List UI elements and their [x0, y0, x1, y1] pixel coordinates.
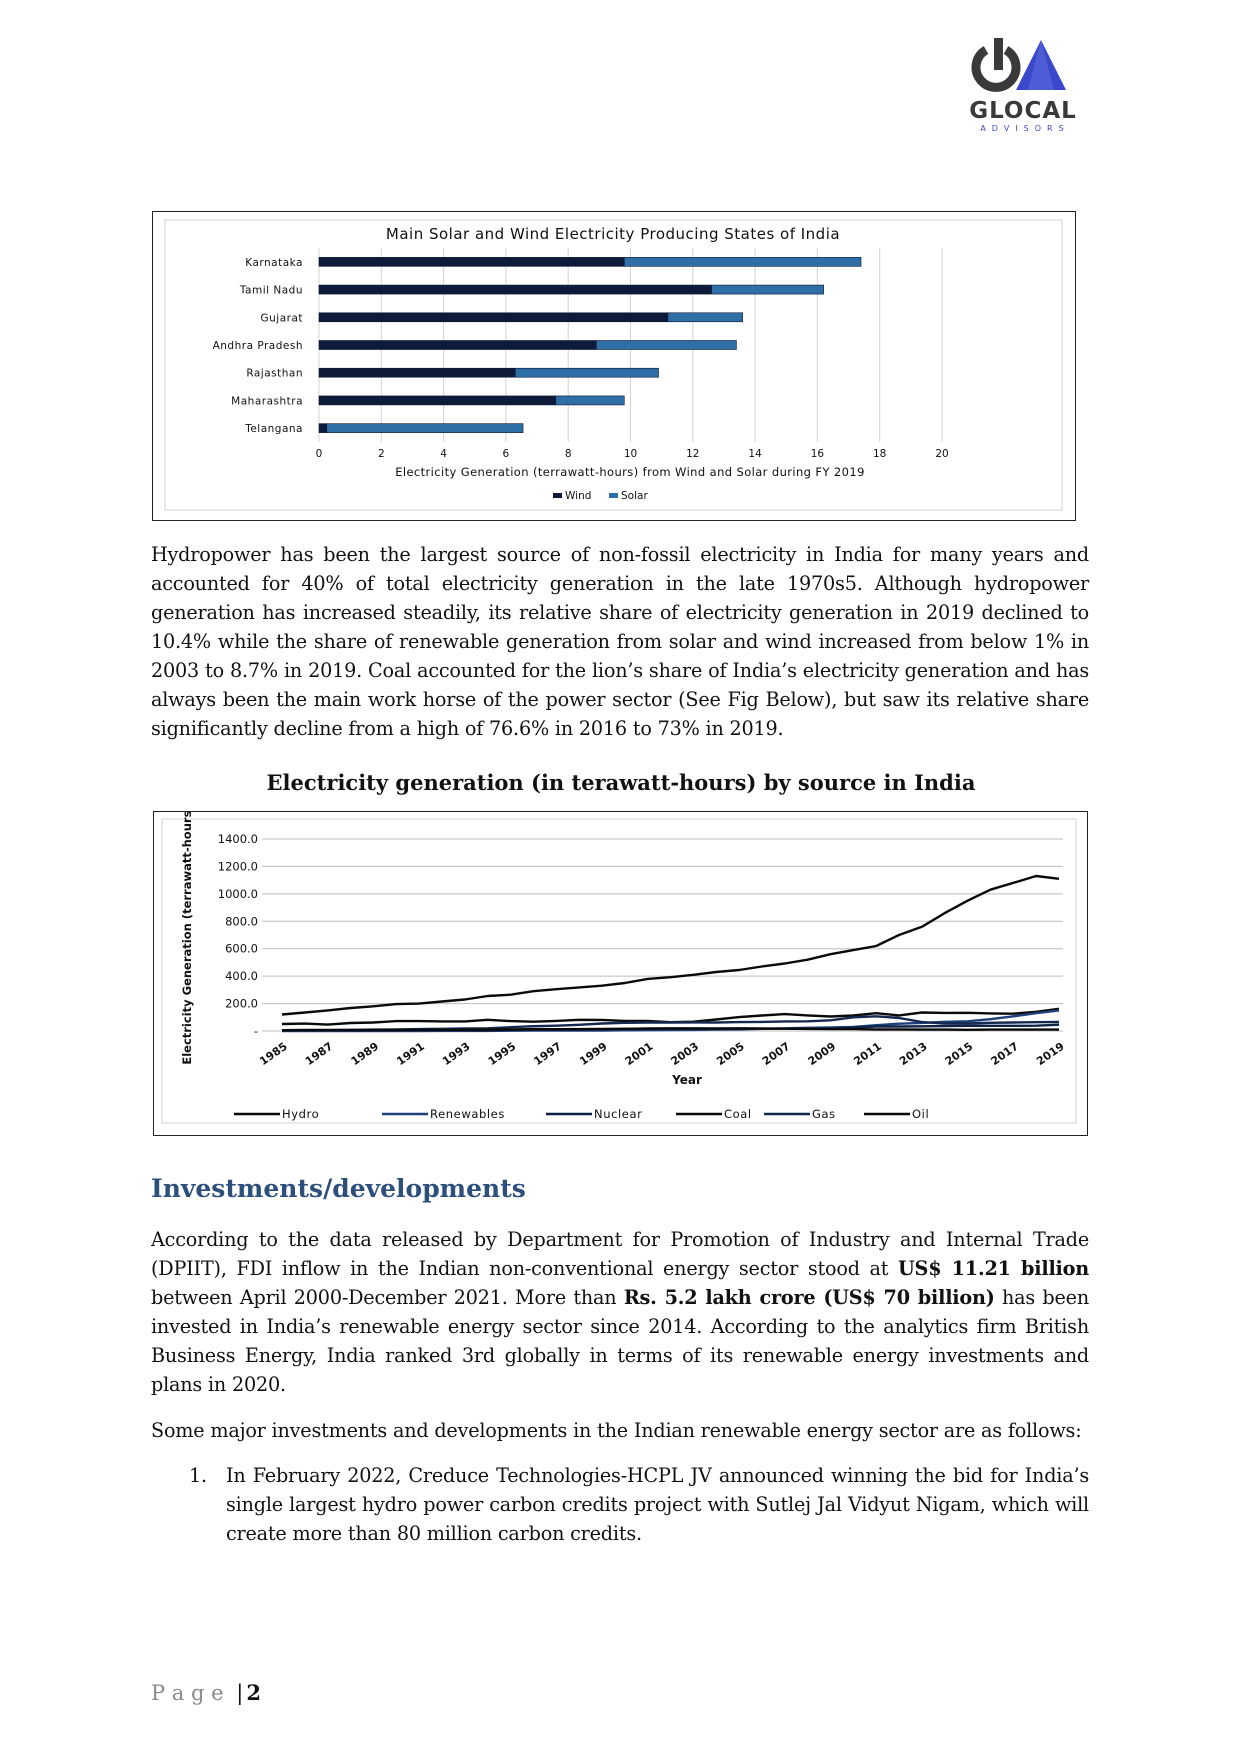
- hydropower-paragraph: Hydropower has been the largest source of non-fossil electricity in India for many years and accounted for 40% of total electricity generation in the late 1970s5. Although hydropower generation has increased steadily, its relative share of electricity generation in 2019 declined to 10.4% while the share of renewable generation from solar and wind increased from below 1% in 2003 to 8.7% in 2019. Coal accounted for the lion’s share of India’s electricity generation and has always been the main work horse of the power sector (See Fig Below), but saw its relative share significantly decline from a high of 76.6% in 2016 to 73% in 2019.: [151, 543, 1089, 740]
- x-tick-label: 2011: [851, 1039, 884, 1069]
- investments-text-2: between April 2000-December 2021. More than: [151, 1286, 624, 1309]
- x-tick-label: 1999: [577, 1039, 610, 1069]
- developments-list: [151, 1461, 1089, 1548]
- x-tick-label: 2007: [759, 1039, 793, 1069]
- generation-chart-box: [153, 811, 1088, 1136]
- x-tick-label: 1985: [257, 1039, 290, 1069]
- figure-title: Electricity generation (in terawatt-hours) by source in India: [266, 770, 976, 795]
- bar-solar: [711, 285, 823, 294]
- x-tick-label: 2017: [988, 1039, 1022, 1069]
- logo-name: GLOCAL: [969, 98, 1077, 124]
- logo-tagline: ADVISORS: [980, 124, 1070, 133]
- company-logo: [968, 36, 1088, 136]
- glocal-logo-icon: [968, 36, 1088, 106]
- bar-solar: [624, 257, 861, 266]
- legend-label-solar: Solar: [621, 490, 648, 502]
- x-tick-label: 20: [935, 448, 949, 460]
- page-number: 2: [246, 1680, 261, 1705]
- series-line-coal: [282, 876, 1059, 1015]
- legend-label-coal: Coal: [724, 1107, 752, 1121]
- fdi-amount: US$ 11.21 billion: [898, 1257, 1089, 1280]
- x-tick-label: 1993: [440, 1039, 473, 1069]
- x-axis-label: Electricity Generation (terrawatt-hours) from Wind and Solar during FY 2019: [395, 465, 865, 479]
- x-tick-label: 14: [748, 448, 762, 460]
- x-tick-label: 18: [873, 448, 887, 460]
- legend-label-hydro: Hydro: [282, 1107, 320, 1121]
- page-footer: [151, 1680, 261, 1705]
- x-tick-label: 1997: [531, 1039, 564, 1069]
- legend-label-nuclear: Nuclear: [594, 1107, 643, 1121]
- legend-label-renewables: Renewables: [430, 1107, 505, 1121]
- bar-solar: [668, 313, 743, 322]
- investments-paragraph: [151, 1225, 1089, 1399]
- page-label: P a g e: [151, 1681, 224, 1705]
- y-tick-label: -: [253, 1024, 258, 1038]
- x-tick-label: 10: [623, 448, 638, 460]
- investments-text-1: According to the data released by Department for Promotion of Industry and Internal Trade (DPIIT), FDI inflow in the Indian non-conventional energy sector stood at: [151, 1228, 1089, 1280]
- x-tick-label: 12: [686, 448, 700, 460]
- x-tick-label: 2013: [897, 1039, 930, 1069]
- x-tick-label: 6: [502, 448, 510, 460]
- bar-solar: [556, 396, 625, 405]
- list-item: [151, 1461, 1089, 1548]
- y-tick-label: 200.0: [225, 996, 258, 1011]
- bar-wind: [319, 341, 596, 350]
- legend-swatch-wind: [553, 493, 562, 498]
- bar-solar: [327, 424, 523, 433]
- y-axis-label: Electricity Generation (terrawatt-hours): [180, 812, 194, 1065]
- y-tick-label: 800.0: [225, 914, 258, 929]
- bar-wind: [319, 285, 711, 294]
- x-tick-label: 2019: [1034, 1039, 1067, 1069]
- x-tick-label: 8: [564, 448, 572, 460]
- x-tick-label: 2: [377, 448, 385, 460]
- x-tick-label: 1989: [348, 1039, 382, 1069]
- x-tick-label: 1991: [394, 1039, 427, 1069]
- x-tick-label: 16: [810, 448, 825, 460]
- bar-solar: [515, 368, 658, 377]
- section-heading: Investments/developments: [151, 1174, 526, 1203]
- category-label: Karnataka: [245, 256, 303, 269]
- category-label: Tamil Nadu: [239, 284, 303, 297]
- investment-amount: Rs. 5.2 lakh crore (US$ 70 billion): [623, 1286, 995, 1309]
- y-tick-label: 400.0: [225, 969, 258, 984]
- legend-label-gas: Gas: [812, 1107, 836, 1121]
- page-separator: |: [236, 1681, 244, 1705]
- x-tick-label: 2001: [622, 1039, 656, 1069]
- bar-solar: [596, 341, 736, 350]
- bar-wind: [319, 257, 624, 266]
- bar-wind: [319, 368, 515, 377]
- x-tick-label: 2003: [668, 1039, 702, 1069]
- bar-wind: [319, 424, 327, 433]
- chart-title: Main Solar and Wind Electricity Producing States of India: [385, 225, 841, 243]
- y-tick-label: 600.0: [225, 941, 258, 956]
- x-tick-label: 2015: [942, 1039, 976, 1069]
- chart-inner-frame: [162, 819, 1076, 1123]
- category-label: Rajasthan: [246, 367, 303, 380]
- x-tick-label: 1987: [302, 1039, 336, 1069]
- investments-text-3: has been invested in India’s renewable energy sector since 2014. According to the analytics firm British Business Energy, India ranked 3rd globally in terms of its renewable energy investments and plans in 2020.: [151, 1286, 1089, 1396]
- x-tick-label: 2009: [805, 1039, 839, 1069]
- y-tick-label: 1000.0: [217, 886, 258, 901]
- bar-wind: [319, 313, 668, 322]
- solar-wind-bar-chart: [153, 212, 1074, 519]
- legend-label-wind: Wind: [565, 490, 592, 502]
- y-tick-label: 1200.0: [217, 859, 258, 874]
- category-label: Maharashtra: [231, 395, 303, 408]
- list-item-text: In February 2022, Creduce Technologies-HCPL JV announced winning the bid for India’s single largest hydro power carbon credits project with Sutlej Jal Vidyut Nigam, which will create more than 80 million carbon credits.: [226, 1464, 1089, 1545]
- developments-intro: Some major investments and developments in the Indian renewable energy sector are as follows:: [151, 1419, 1082, 1442]
- x-axis-label: Year: [672, 1073, 702, 1087]
- legend-swatch-solar: [609, 493, 618, 498]
- bar-wind: [319, 396, 556, 405]
- x-tick-label: 4: [440, 448, 447, 460]
- y-tick-label: 1400.0: [217, 832, 258, 846]
- generation-line-chart: [154, 812, 1086, 1134]
- category-label: Andhra Pradesh: [212, 340, 303, 352]
- x-tick-label: 2005: [714, 1039, 747, 1069]
- legend-label-oil: Oil: [912, 1107, 930, 1121]
- x-tick-label: 1995: [485, 1039, 519, 1069]
- list-item-number: 1.: [189, 1464, 207, 1487]
- category-label: Telangana: [245, 423, 303, 436]
- solar-wind-chart-box: [152, 211, 1076, 521]
- category-label: Gujarat: [260, 312, 303, 325]
- x-tick-label: 0: [315, 448, 323, 460]
